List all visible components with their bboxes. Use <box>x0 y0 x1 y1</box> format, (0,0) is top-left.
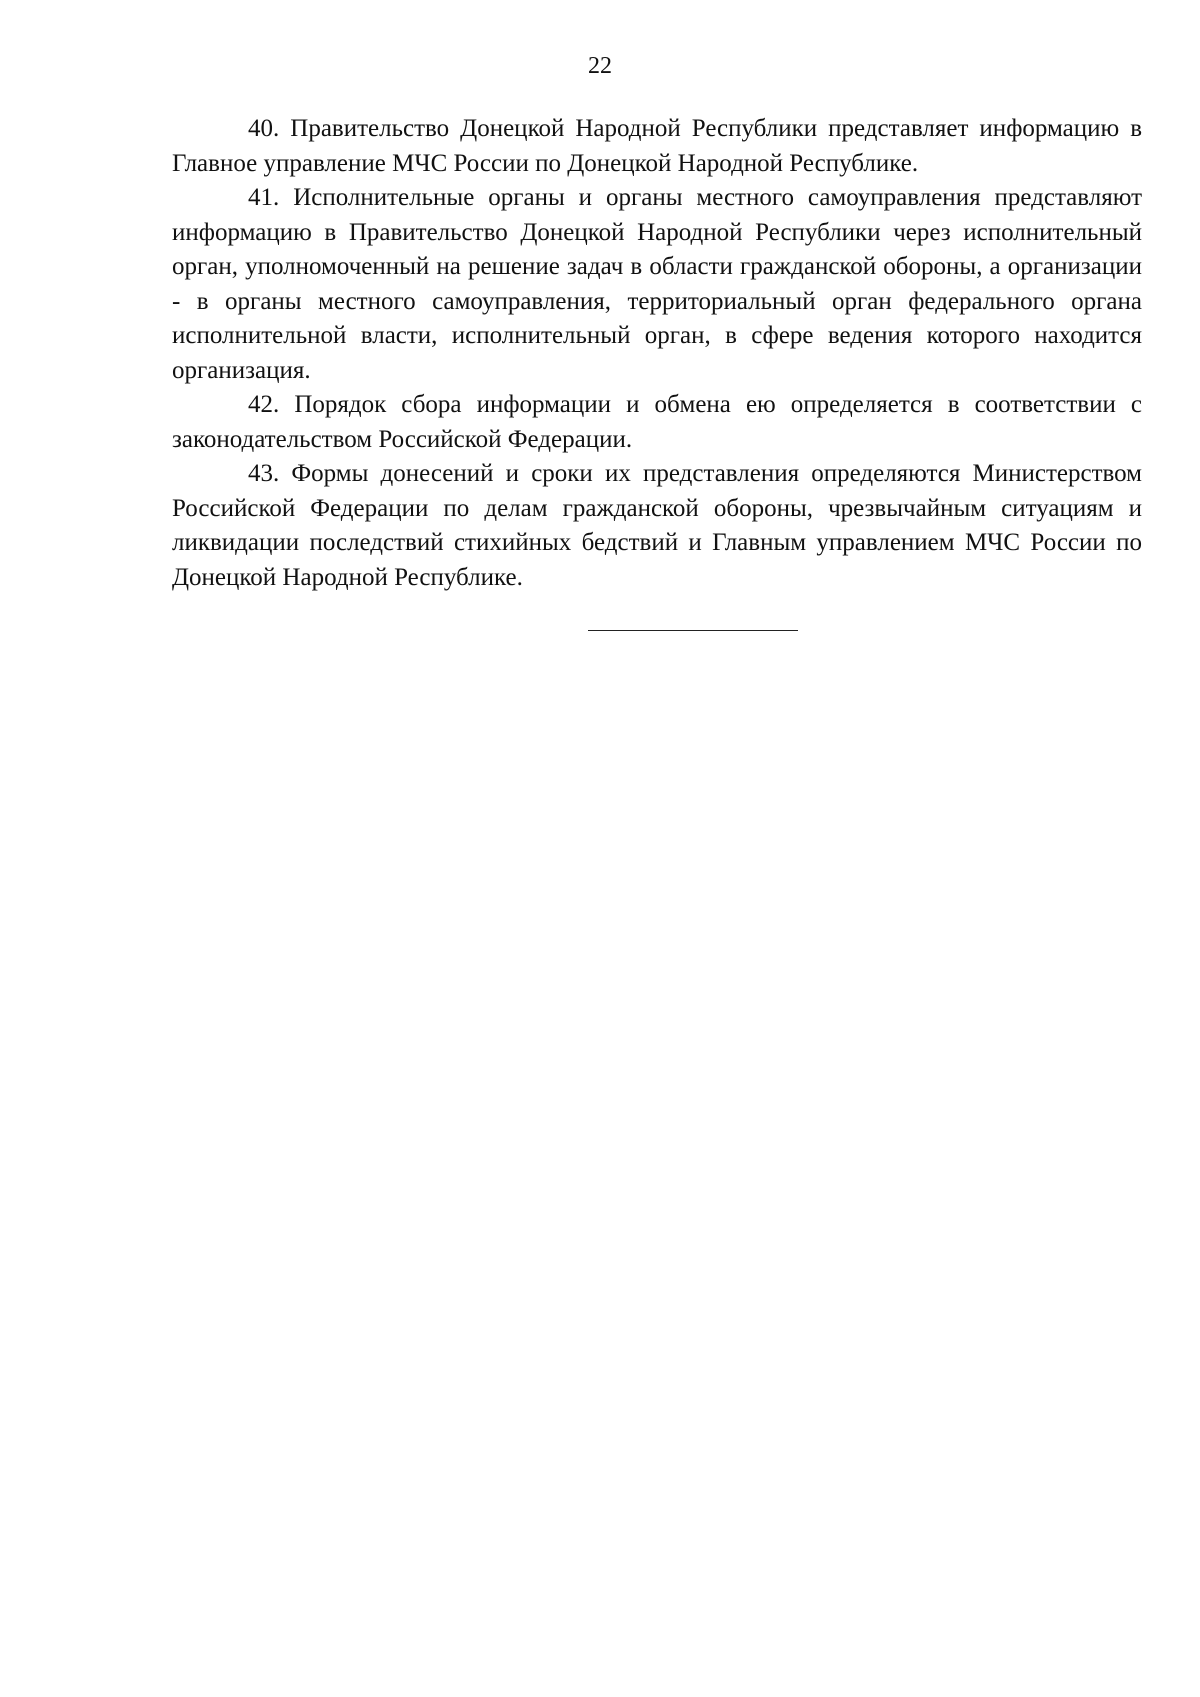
paragraph-42 <box>172 388 1142 457</box>
paragraph-41 <box>172 181 1142 388</box>
paragraph-text: Порядок сбора информации и обмена ею определяется в соответствии с законодательством Российской Федерации. <box>172 391 1142 453</box>
paragraph-number: 41. <box>248 184 280 211</box>
paragraph-40 <box>172 112 1142 181</box>
end-of-document-rule <box>588 630 798 631</box>
paragraph-number: 43. <box>248 460 280 487</box>
paragraph-43 <box>172 457 1142 595</box>
paragraph-text: Исполнительные органы и органы местного самоуправления представляют информацию в Правительство Донецкой Народной Республики через исполнительный орган, уполномоченный на решение задач в области гражданской обороны, а организации - в органы местного самоуправления, территориальный орган федерального органа исполнительной власти, исполнительный орган, в сфере ведения которого находится организация. <box>172 184 1143 384</box>
page-number: 22 <box>588 53 612 79</box>
paragraph-number: 42. <box>248 391 280 418</box>
paragraph-text: Правительство Донецкой Народной Республики представляет информацию в Главное управление МЧС России по Донецкой Народной Республике. <box>172 115 1142 177</box>
document-body <box>172 112 1142 595</box>
paragraph-number: 40. <box>248 115 280 142</box>
paragraph-text: Формы донесений и сроки их представления определяются Министерством Российской Федерации по делам гражданской обороны, чрезвычайным ситуациям и ликвидации последствий стихийных бедствий и Главным управлением МЧС России по Донецкой Народной Республике. <box>172 460 1142 591</box>
